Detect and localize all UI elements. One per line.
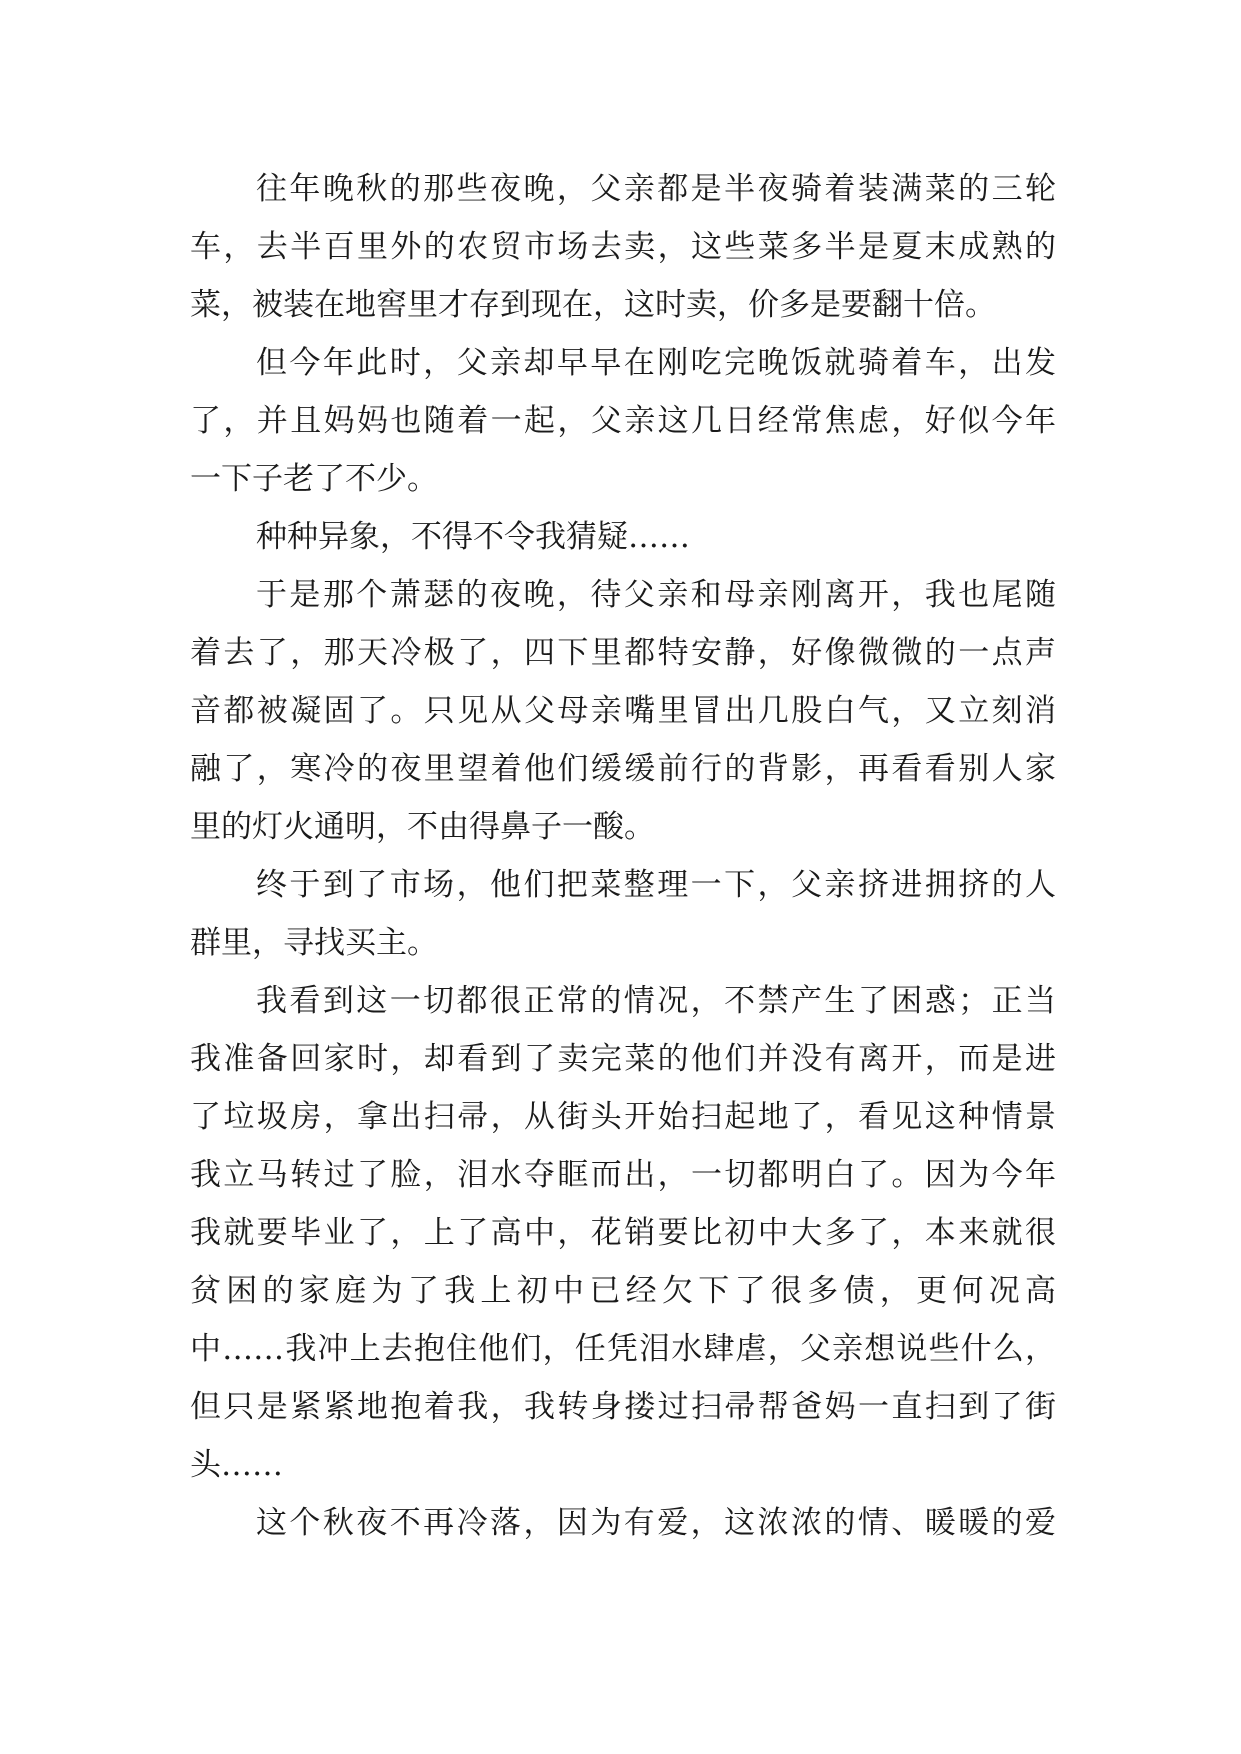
paragraph-line: 里的灯火通明，不由得鼻子一酸。 bbox=[190, 809, 655, 845]
paragraph-line: 群里，寻找买主。 bbox=[190, 925, 438, 961]
paragraph-line: 往年晚秋的那些夜晚，父亲都是半夜骑着装满菜的三轮 bbox=[256, 171, 1056, 207]
paragraph-line: 中……我冲上去抱住他们，任凭泪水肆虐，父亲想说些什么， bbox=[190, 1331, 1056, 1367]
paragraph-line: 但今年此时，父亲却早早在刚吃完晚饭就骑着车，出发 bbox=[256, 345, 1056, 381]
paragraph-line: 我看到这一切都很正常的情况，不禁产生了困惑；正当 bbox=[256, 983, 1056, 1019]
paragraph-line: 我准备回家时，却看到了卖完菜的他们并没有离开，而是进 bbox=[190, 1041, 1056, 1077]
paragraph-line: 终于到了市场，他们把菜整理一下，父亲挤进拥挤的人 bbox=[256, 867, 1056, 903]
document-body bbox=[190, 160, 1056, 1552]
paragraph-line: 于是那个萧瑟的夜晚，待父亲和母亲刚离开，我也尾随 bbox=[256, 577, 1056, 613]
paragraph-line: 贫困的家庭为了我上初中已经欠下了很多债，更何况高 bbox=[190, 1273, 1056, 1309]
paragraph-line: 音都被凝固了。只见从父母亲嘴里冒出几股白气，又立刻消 bbox=[190, 693, 1056, 729]
paragraph-line: 种种异象，不得不令我猜疑…… bbox=[256, 519, 690, 555]
paragraph-line: 车，去半百里外的农贸市场去卖，这些菜多半是夏末成熟的 bbox=[190, 229, 1056, 265]
paragraph-line: 我就要毕业了，上了高中，花销要比初中大多了，本来就很 bbox=[190, 1215, 1056, 1251]
paragraph-line: 融了，寒冷的夜里望着他们缓缓前行的背影，再看看别人家 bbox=[190, 751, 1056, 787]
paragraph-line: 一下子老了不少。 bbox=[190, 461, 438, 497]
paragraph-line: 头…… bbox=[190, 1447, 283, 1483]
paragraph-line: 菜，被装在地窖里才存到现在，这时卖，价多是要翻十倍。 bbox=[190, 287, 996, 323]
paragraph-line: 但只是紧紧地抱着我，我转身搂过扫帚帮爸妈一直扫到了街 bbox=[190, 1389, 1056, 1425]
paragraph-line: 了，并且妈妈也随着一起，父亲这几日经常焦虑，好似今年 bbox=[190, 403, 1056, 439]
paragraph-line: 这个秋夜不再冷落，因为有爱，这浓浓的情、暖暖的爱 bbox=[256, 1505, 1056, 1541]
paragraph-line: 了垃圾房，拿出扫帚，从街头开始扫起地了，看见这种情景 bbox=[190, 1099, 1056, 1135]
paragraph-line: 着去了，那天冷极了，四下里都特安静，好像微微的一点声 bbox=[190, 635, 1056, 671]
paragraph-line: 我立马转过了脸，泪水夺眶而出，一切都明白了。因为今年 bbox=[190, 1157, 1056, 1193]
